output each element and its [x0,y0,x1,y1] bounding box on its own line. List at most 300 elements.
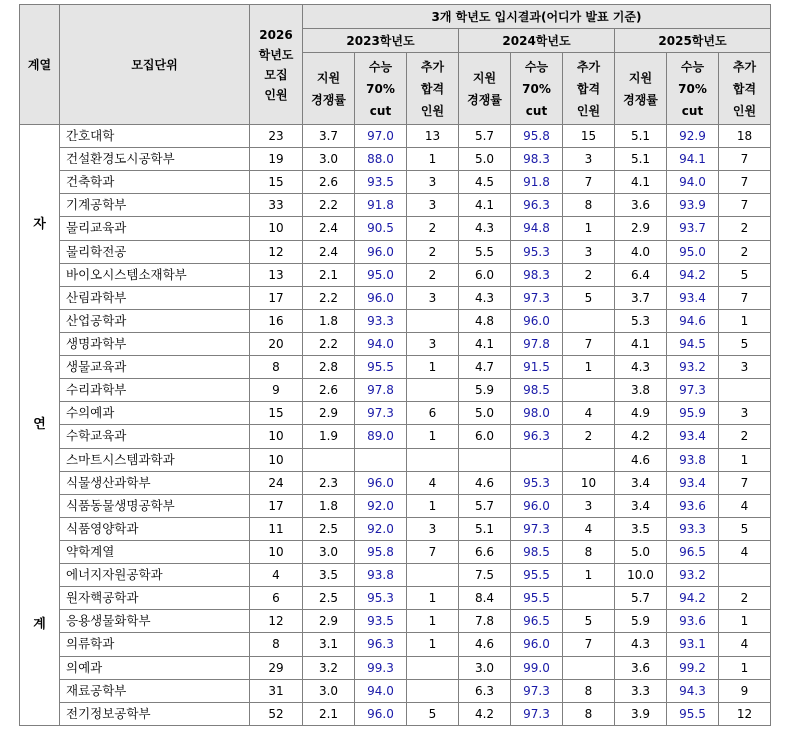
quota-cell: 29 [250,656,303,679]
additional-admit-cell: 1 [407,425,459,448]
additional-admit-cell: 3 [407,194,459,217]
unit-name-cell: 건축학과 [60,171,250,194]
table-header [20,5,771,125]
suneung-cut-cell: 96.5 [667,540,719,563]
suneung-cut-cell: 94.0 [667,171,719,194]
additional-admit-cell: 7 [719,194,771,217]
suneung-cut-cell: 96.3 [511,194,563,217]
quota-cell: 15 [250,171,303,194]
additional-admit-cell: 2 [407,217,459,240]
competition-ratio-cell: 2.4 [303,217,355,240]
suneung-cut-cell: 95.5 [355,356,407,379]
competition-ratio-cell: 2.9 [615,217,667,240]
suneung-cut-cell: 93.8 [667,448,719,471]
competition-ratio-cell: 4.1 [459,332,511,355]
additional-admit-cell: 6 [407,402,459,425]
additional-admit-cell: 18 [719,125,771,148]
unit-name-cell: 식품영양학과 [60,517,250,540]
competition-ratio-cell: 3.5 [615,517,667,540]
table-row [20,286,771,309]
competition-ratio-cell: 4.3 [459,286,511,309]
suneung-cut-cell: 93.6 [667,610,719,633]
competition-ratio-cell: 2.4 [303,240,355,263]
quota-cell: 10 [250,540,303,563]
suneung-cut-cell: 95.3 [355,587,407,610]
unit-name-cell: 산업공학과 [60,309,250,332]
additional-admit-cell: 4 [407,471,459,494]
table-row [20,194,771,217]
additional-admit-cell: 4 [563,517,615,540]
suneung-cut-header-2024: 수능 70% cut [511,53,563,125]
additional-admit-cell: 1 [407,610,459,633]
additional-admit-cell: 2 [719,240,771,263]
quota-cell: 6 [250,587,303,610]
suneung-cut-cell: 95.0 [355,263,407,286]
additional-admit-cell: 3 [719,356,771,379]
quota-cell: 8 [250,633,303,656]
competition-ratio-header-2023: 지원 경쟁률 [303,53,355,125]
competition-ratio-cell: 2.1 [303,702,355,725]
additional-admit-cell: 3 [407,332,459,355]
additional-admit-cell: 1 [563,356,615,379]
additional-admit-cell: 2 [563,425,615,448]
additional-admit-cell: 2 [407,240,459,263]
quota-cell: 10 [250,217,303,240]
competition-ratio-cell [303,448,355,471]
suneung-cut-header-2025: 수능 70% cut [667,53,719,125]
additional-admit-cell: 1 [563,564,615,587]
additional-admit-cell [407,309,459,332]
table-row [20,679,771,702]
table-row [20,263,771,286]
unit-name-cell: 수의예과 [60,402,250,425]
suneung-cut-cell: 94.1 [667,148,719,171]
suneung-cut-cell: 96.0 [511,494,563,517]
table-row [20,610,771,633]
suneung-cut-cell: 97.3 [511,702,563,725]
quota-cell: 20 [250,332,303,355]
competition-ratio-cell: 4.2 [459,702,511,725]
additional-admit-cell: 1 [563,217,615,240]
additional-admit-cell: 2 [719,217,771,240]
additional-admit-cell: 4 [719,540,771,563]
unit-name-cell: 식품동물생명공학부 [60,494,250,517]
competition-ratio-cell: 3.9 [615,702,667,725]
table-row [20,656,771,679]
unit-name-cell: 에너지자원공학과 [60,564,250,587]
additional-admit-cell: 1 [407,494,459,517]
additional-admit-cell: 3 [407,517,459,540]
competition-ratio-cell: 2.2 [303,286,355,309]
competition-ratio-cell: 5.1 [459,517,511,540]
suneung-cut-cell: 97.3 [511,679,563,702]
table-row [20,356,771,379]
competition-ratio-cell: 3.4 [615,494,667,517]
unit-name-cell: 응용생물화학부 [60,610,250,633]
additional-admit-cell: 2 [719,587,771,610]
field-char: 계 [33,617,46,632]
additional-admit-cell: 7 [563,633,615,656]
suneung-cut-cell: 98.5 [511,540,563,563]
competition-ratio-cell: 5.7 [459,125,511,148]
additional-admit-cell: 12 [719,702,771,725]
competition-ratio-cell: 3.1 [303,633,355,656]
quota-cell: 16 [250,309,303,332]
competition-ratio-cell: 2.3 [303,471,355,494]
suneung-cut-cell: 96.0 [511,633,563,656]
unit-name-cell: 기계공학부 [60,194,250,217]
suneung-cut-cell: 93.9 [667,194,719,217]
additional-admit-cell [563,587,615,610]
unit-name-cell: 전기정보공학부 [60,702,250,725]
quota-header-text: 2026 학년도 모집 인원 [258,27,294,102]
table-body [20,125,771,726]
unit-name-cell: 물리학전공 [60,240,250,263]
additional-admit-cell [407,656,459,679]
table-row [20,471,771,494]
additional-admit-cell: 1 [407,633,459,656]
year-header-2024: 2024학년도 [459,29,615,53]
competition-ratio-cell: 6.0 [459,425,511,448]
unit-name-cell: 약학계열 [60,540,250,563]
table-row [20,702,771,725]
year-header-2023: 2023학년도 [303,29,459,53]
competition-ratio-cell: 2.5 [303,587,355,610]
table-row [20,448,771,471]
table-row [20,425,771,448]
competition-ratio-cell: 6.6 [459,540,511,563]
suneung-cut-cell: 99.2 [667,656,719,679]
competition-ratio-cell: 3.0 [303,540,355,563]
suneung-cut-cell [511,448,563,471]
year-header-2025: 2025학년도 [615,29,771,53]
competition-ratio-cell: 2.6 [303,379,355,402]
competition-ratio-cell: 1.8 [303,309,355,332]
quota-cell: 11 [250,517,303,540]
competition-ratio-cell: 3.6 [615,194,667,217]
additional-admit-cell [563,656,615,679]
table-row [20,517,771,540]
additional-admit-cell: 7 [407,540,459,563]
additional-admit-cell: 1 [719,610,771,633]
quota-cell: 9 [250,379,303,402]
competition-ratio-cell: 5.0 [459,148,511,171]
competition-ratio-cell: 6.4 [615,263,667,286]
table-row [20,332,771,355]
suneung-cut-cell: 95.8 [511,125,563,148]
additional-admit-cell: 2 [719,425,771,448]
additional-admit-cell [563,379,615,402]
suneung-cut-cell: 99.3 [355,656,407,679]
quota-cell: 13 [250,263,303,286]
table-row [20,564,771,587]
table-row [20,587,771,610]
competition-ratio-cell: 5.7 [459,494,511,517]
additional-admit-cell [563,309,615,332]
additional-admit-cell: 5 [719,263,771,286]
suneung-cut-cell: 96.0 [355,702,407,725]
unit-name-cell: 수학교육과 [60,425,250,448]
unit-name-cell: 건설환경도시공학부 [60,148,250,171]
competition-ratio-cell: 5.9 [459,379,511,402]
suneung-cut-cell: 91.5 [511,356,563,379]
additional-admit-cell: 3 [719,402,771,425]
additional-admit-cell: 5 [563,286,615,309]
additional-admit-cell: 1 [719,656,771,679]
unit-name-cell: 의류학과 [60,633,250,656]
group-title-header: 3개 학년도 입시결과(어디가 발표 기준) [303,5,771,29]
suneung-cut-cell: 92.9 [667,125,719,148]
competition-ratio-cell: 2.5 [303,517,355,540]
suneung-cut-header-2023: 수능 70% cut [355,53,407,125]
additional-admit-cell: 3 [407,286,459,309]
additional-admit-cell: 10 [563,471,615,494]
suneung-cut-cell: 96.0 [511,309,563,332]
suneung-cut-cell: 93.4 [667,471,719,494]
competition-ratio-cell: 1.8 [303,494,355,517]
competition-ratio-cell: 5.1 [615,148,667,171]
table-row [20,402,771,425]
competition-ratio-cell: 4.8 [459,309,511,332]
suneung-cut-cell: 97.8 [355,379,407,402]
suneung-cut-cell: 97.3 [667,379,719,402]
suneung-cut-cell: 93.8 [355,564,407,587]
quota-cell: 23 [250,125,303,148]
suneung-cut-cell: 95.5 [511,564,563,587]
suneung-cut-cell: 93.4 [667,425,719,448]
suneung-cut-cell: 94.3 [667,679,719,702]
quota-header [250,5,303,125]
additional-admit-cell: 8 [563,194,615,217]
suneung-cut-cell: 98.0 [511,402,563,425]
competition-ratio-cell: 4.1 [615,332,667,355]
competition-ratio-cell: 4.6 [459,471,511,494]
suneung-cut-cell: 97.8 [511,332,563,355]
additional-admit-cell [407,564,459,587]
suneung-cut-cell: 93.7 [667,217,719,240]
competition-ratio-cell: 5.9 [615,610,667,633]
additional-admit-cell: 3 [407,171,459,194]
additional-admit-cell: 13 [407,125,459,148]
competition-ratio-cell: 3.2 [303,656,355,679]
unit-name-cell: 식물생산과학부 [60,471,250,494]
quota-cell: 19 [250,148,303,171]
competition-ratio-cell: 4.1 [615,171,667,194]
competition-ratio-cell: 3.8 [615,379,667,402]
competition-ratio-cell: 2.9 [303,610,355,633]
unit-name-cell: 생물교육과 [60,356,250,379]
table-row [20,633,771,656]
suneung-cut-cell: 91.8 [511,171,563,194]
suneung-cut-cell: 97.3 [511,517,563,540]
competition-ratio-cell: 4.3 [459,217,511,240]
suneung-cut-cell: 95.3 [511,240,563,263]
competition-ratio-cell: 6.0 [459,263,511,286]
competition-ratio-cell: 1.9 [303,425,355,448]
suneung-cut-cell: 97.3 [355,402,407,425]
suneung-cut-cell: 96.0 [355,240,407,263]
additional-admit-cell: 9 [719,679,771,702]
suneung-cut-cell: 94.8 [511,217,563,240]
admission-results-table [19,4,771,726]
suneung-cut-cell: 94.0 [355,679,407,702]
additional-admit-cell [407,679,459,702]
additional-admit-cell: 4 [719,633,771,656]
quota-cell: 17 [250,494,303,517]
competition-ratio-cell: 4.2 [615,425,667,448]
suneung-cut-cell: 92.0 [355,517,407,540]
quota-cell: 52 [250,702,303,725]
competition-ratio-cell: 5.0 [459,402,511,425]
unit-name-cell: 원자핵공학과 [60,587,250,610]
additional-admit-cell: 1 [407,587,459,610]
quota-cell: 24 [250,471,303,494]
additional-admit-cell: 7 [563,171,615,194]
unit-name-cell: 의예과 [60,656,250,679]
competition-ratio-cell: 3.0 [303,679,355,702]
additional-admit-header-2024: 추가 합격 인원 [563,53,615,125]
competition-ratio-cell: 5.7 [615,587,667,610]
quota-cell: 12 [250,610,303,633]
additional-admit-cell: 3 [563,494,615,517]
competition-ratio-cell: 5.5 [459,240,511,263]
field-char: 자 [33,217,46,232]
suneung-cut-cell: 95.9 [667,402,719,425]
suneung-cut-cell: 98.5 [511,379,563,402]
suneung-cut-cell: 96.0 [355,286,407,309]
additional-admit-cell [407,379,459,402]
additional-admit-cell: 7 [719,171,771,194]
suneung-cut-cell: 93.2 [667,564,719,587]
competition-ratio-cell: 4.3 [615,633,667,656]
unit-name-cell: 물리교육과 [60,217,250,240]
competition-ratio-cell: 4.9 [615,402,667,425]
quota-cell: 17 [250,286,303,309]
table-row [20,240,771,263]
competition-ratio-header-2025: 지원 경쟁률 [615,53,667,125]
table-row [20,540,771,563]
additional-admit-cell: 5 [407,702,459,725]
unit-name-cell: 수리과학부 [60,379,250,402]
suneung-cut-cell: 93.3 [355,309,407,332]
unit-name-cell: 생명과학부 [60,332,250,355]
suneung-cut-cell: 95.3 [511,471,563,494]
competition-ratio-cell: 4.3 [615,356,667,379]
table-row [20,148,771,171]
additional-admit-cell: 1 [719,309,771,332]
competition-ratio-cell: 2.2 [303,194,355,217]
competition-ratio-cell: 3.0 [459,656,511,679]
suneung-cut-cell: 98.3 [511,263,563,286]
additional-admit-cell: 5 [563,610,615,633]
unit-header: 모집단위 [60,5,250,125]
suneung-cut-cell: 94.6 [667,309,719,332]
additional-admit-cell: 5 [719,517,771,540]
additional-admit-cell: 2 [407,263,459,286]
quota-cell: 8 [250,356,303,379]
unit-name-cell: 바이오시스템소재학부 [60,263,250,286]
additional-admit-cell: 4 [563,402,615,425]
competition-ratio-cell: 2.6 [303,171,355,194]
competition-ratio-cell: 5.0 [615,540,667,563]
competition-ratio-cell: 4.6 [615,448,667,471]
competition-ratio-cell: 3.6 [615,656,667,679]
competition-ratio-cell: 3.4 [615,471,667,494]
additional-admit-cell [719,379,771,402]
quota-cell: 12 [250,240,303,263]
competition-ratio-cell: 3.0 [303,148,355,171]
additional-admit-header-2023: 추가 합격 인원 [407,53,459,125]
field-cell [20,125,60,726]
suneung-cut-cell: 96.3 [355,633,407,656]
competition-ratio-cell: 7.8 [459,610,511,633]
competition-ratio-cell: 7.5 [459,564,511,587]
competition-ratio-cell: 10.0 [615,564,667,587]
competition-ratio-cell: 4.0 [615,240,667,263]
suneung-cut-cell: 93.2 [667,356,719,379]
suneung-cut-cell: 90.5 [355,217,407,240]
competition-ratio-header-2024: 지원 경쟁률 [459,53,511,125]
suneung-cut-cell: 95.8 [355,540,407,563]
suneung-cut-cell [355,448,407,471]
suneung-cut-cell: 97.3 [511,286,563,309]
competition-ratio-cell: 4.7 [459,356,511,379]
competition-ratio-cell: 3.7 [615,286,667,309]
unit-name-cell: 산림과학부 [60,286,250,309]
field-char: 연 [33,417,46,432]
unit-name-cell: 스마트시스템과학과 [60,448,250,471]
competition-ratio-cell: 4.1 [459,194,511,217]
additional-admit-cell: 1 [407,356,459,379]
table-row [20,494,771,517]
competition-ratio-cell: 5.1 [615,125,667,148]
additional-admit-cell: 7 [719,148,771,171]
competition-ratio-cell: 2.2 [303,332,355,355]
suneung-cut-cell: 89.0 [355,425,407,448]
additional-admit-cell [563,448,615,471]
additional-admit-cell: 7 [719,471,771,494]
suneung-cut-cell: 94.2 [667,587,719,610]
additional-admit-cell [719,564,771,587]
suneung-cut-cell: 96.5 [511,610,563,633]
competition-ratio-cell: 5.3 [615,309,667,332]
competition-ratio-cell: 4.6 [459,633,511,656]
table-row [20,125,771,148]
suneung-cut-cell: 93.5 [355,171,407,194]
suneung-cut-cell: 91.8 [355,194,407,217]
suneung-cut-cell: 95.5 [667,702,719,725]
suneung-cut-cell: 96.3 [511,425,563,448]
suneung-cut-cell: 93.3 [667,517,719,540]
admission-results-table-container [19,4,771,726]
quota-cell: 10 [250,448,303,471]
competition-ratio-cell: 6.3 [459,679,511,702]
quota-cell: 33 [250,194,303,217]
competition-ratio-cell: 8.4 [459,587,511,610]
additional-admit-cell: 3 [563,148,615,171]
competition-ratio-cell [459,448,511,471]
additional-admit-cell: 8 [563,540,615,563]
quota-cell: 31 [250,679,303,702]
competition-ratio-cell: 4.5 [459,171,511,194]
competition-ratio-cell: 2.1 [303,263,355,286]
additional-admit-cell: 15 [563,125,615,148]
suneung-cut-cell: 97.0 [355,125,407,148]
suneung-cut-cell: 95.0 [667,240,719,263]
additional-admit-cell: 8 [563,702,615,725]
additional-admit-cell: 3 [563,240,615,263]
unit-name-cell: 재료공학부 [60,679,250,702]
